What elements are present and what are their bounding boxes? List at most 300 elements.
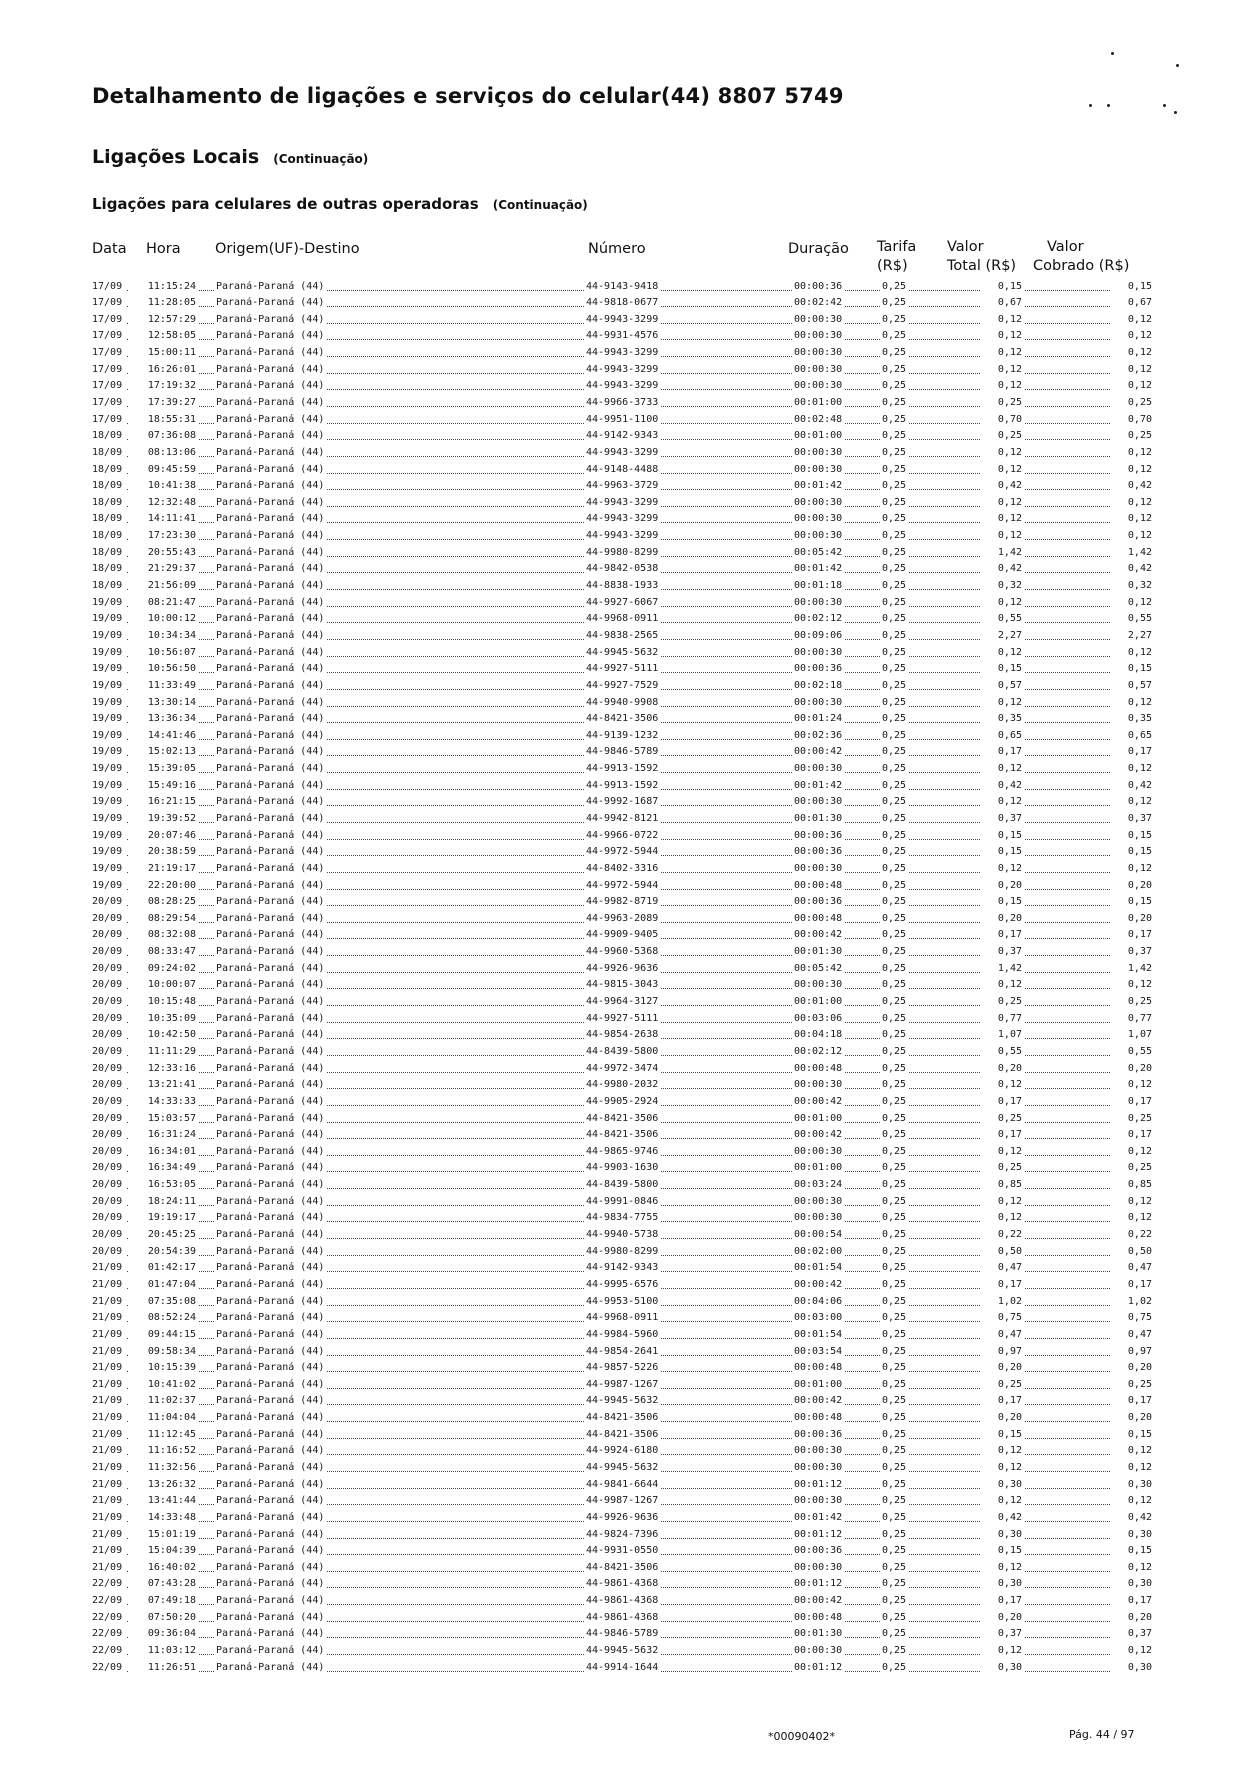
record-origin: Paraná-Paraná (44) bbox=[214, 678, 326, 695]
record-time: 08:52:24 bbox=[128, 1310, 198, 1327]
record-duration: 00:01:54 bbox=[792, 1260, 844, 1277]
record-date: 20/09 bbox=[92, 911, 126, 928]
record-charged: 0,12 bbox=[1110, 977, 1152, 994]
table-row bbox=[0, 844, 1240, 861]
record-tariff: 0,25 bbox=[880, 778, 908, 795]
record-charged: 0,15 bbox=[1110, 844, 1152, 861]
record-total: 0,12 bbox=[980, 1077, 1024, 1094]
record-total: 0,25 bbox=[980, 395, 1024, 412]
record-time: 08:21:47 bbox=[128, 595, 198, 612]
record-number: 44-9980-2032 bbox=[584, 1077, 660, 1094]
record-tariff: 0,25 bbox=[880, 1460, 908, 1477]
record-origin: Paraná-Paraná (44) bbox=[214, 1194, 326, 1211]
table-row bbox=[0, 811, 1240, 828]
record-charged: 0,75 bbox=[1110, 1310, 1152, 1327]
record-origin: Paraná-Paraná (44) bbox=[214, 611, 326, 628]
record-total: 0,12 bbox=[980, 1460, 1024, 1477]
record-origin: Paraná-Paraná (44) bbox=[214, 1044, 326, 1061]
record-number: 44-9984-5960 bbox=[584, 1327, 660, 1344]
record-duration: 00:00:30 bbox=[792, 462, 844, 479]
record-duration: 00:00:48 bbox=[792, 1360, 844, 1377]
record-charged: 0,12 bbox=[1110, 312, 1152, 329]
record-number: 44-9991-0846 bbox=[584, 1194, 660, 1211]
record-charged: 0,47 bbox=[1110, 1327, 1152, 1344]
record-total: 0,25 bbox=[980, 1377, 1024, 1394]
table-row bbox=[0, 1244, 1240, 1261]
record-number: 44-9927-5111 bbox=[584, 1011, 660, 1028]
table-row bbox=[0, 578, 1240, 595]
record-date: 21/09 bbox=[92, 1477, 126, 1494]
record-date: 20/09 bbox=[92, 1027, 126, 1044]
record-time: 01:42:17 bbox=[128, 1260, 198, 1277]
table-row bbox=[0, 1360, 1240, 1377]
record-tariff: 0,25 bbox=[880, 645, 908, 662]
record-date: 22/09 bbox=[92, 1660, 126, 1677]
record-number: 44-9980-8299 bbox=[584, 545, 660, 562]
table-row bbox=[0, 362, 1240, 379]
record-date: 22/09 bbox=[92, 1576, 126, 1593]
table-row bbox=[0, 894, 1240, 911]
record-date: 20/09 bbox=[92, 1061, 126, 1078]
record-charged: 0,30 bbox=[1110, 1576, 1152, 1593]
record-origin: Paraná-Paraná (44) bbox=[214, 328, 326, 345]
record-number: 44-9945-5632 bbox=[584, 1460, 660, 1477]
col-hora-header: Hora bbox=[146, 241, 181, 257]
record-duration: 00:00:30 bbox=[792, 645, 844, 662]
record-total: 0,20 bbox=[980, 1610, 1024, 1627]
record-number: 44-9968-0911 bbox=[584, 611, 660, 628]
record-number: 44-9931-4576 bbox=[584, 328, 660, 345]
record-tariff: 0,25 bbox=[880, 894, 908, 911]
record-tariff: 0,25 bbox=[880, 595, 908, 612]
record-tariff: 0,25 bbox=[880, 378, 908, 395]
record-date: 18/09 bbox=[92, 495, 126, 512]
table-row bbox=[0, 1344, 1240, 1361]
record-origin: Paraná-Paraná (44) bbox=[214, 628, 326, 645]
record-total: 0,17 bbox=[980, 927, 1024, 944]
record-duration: 00:00:30 bbox=[792, 312, 844, 329]
record-duration: 00:00:36 bbox=[792, 844, 844, 861]
table-row bbox=[0, 911, 1240, 928]
record-origin: Paraná-Paraná (44) bbox=[214, 495, 326, 512]
record-time: 11:11:29 bbox=[128, 1044, 198, 1061]
record-duration: 00:01:30 bbox=[792, 1626, 844, 1643]
record-charged: 0,17 bbox=[1110, 1277, 1152, 1294]
record-date: 19/09 bbox=[92, 728, 126, 745]
table-row bbox=[0, 1493, 1240, 1510]
record-time: 11:02:37 bbox=[128, 1393, 198, 1410]
record-total: 0,12 bbox=[980, 462, 1024, 479]
record-origin: Paraná-Paraná (44) bbox=[214, 878, 326, 895]
record-number: 44-9940-9908 bbox=[584, 695, 660, 712]
record-total: 0,20 bbox=[980, 1061, 1024, 1078]
record-origin: Paraná-Paraná (44) bbox=[214, 1410, 326, 1427]
record-origin: Paraná-Paraná (44) bbox=[214, 1277, 326, 1294]
record-total: 0,12 bbox=[980, 495, 1024, 512]
record-total: 0,85 bbox=[980, 1177, 1024, 1194]
record-tariff: 0,25 bbox=[880, 1061, 908, 1078]
record-number: 44-9942-8121 bbox=[584, 811, 660, 828]
record-origin: Paraná-Paraná (44) bbox=[214, 312, 326, 329]
record-charged: 0,42 bbox=[1110, 478, 1152, 495]
record-total: 0,67 bbox=[980, 295, 1024, 312]
record-number: 44-8421-3506 bbox=[584, 1427, 660, 1444]
record-duration: 00:00:30 bbox=[792, 1443, 844, 1460]
record-date: 20/09 bbox=[92, 1227, 126, 1244]
record-origin: Paraná-Paraná (44) bbox=[214, 1244, 326, 1261]
record-total: 0,35 bbox=[980, 711, 1024, 728]
record-tariff: 0,25 bbox=[880, 811, 908, 828]
record-tariff: 0,25 bbox=[880, 1144, 908, 1161]
record-tariff: 0,25 bbox=[880, 661, 908, 678]
record-date: 19/09 bbox=[92, 711, 126, 728]
record-time: 16:40:02 bbox=[128, 1560, 198, 1577]
record-date: 20/09 bbox=[92, 977, 126, 994]
record-origin: Paraná-Paraná (44) bbox=[214, 395, 326, 412]
record-number: 44-9972-5944 bbox=[584, 844, 660, 861]
table-row bbox=[0, 695, 1240, 712]
record-duration: 00:00:48 bbox=[792, 1061, 844, 1078]
record-date: 21/09 bbox=[92, 1327, 126, 1344]
record-number: 44-8421-3506 bbox=[584, 1410, 660, 1427]
table-row bbox=[0, 462, 1240, 479]
record-time: 20:45:25 bbox=[128, 1227, 198, 1244]
record-origin: Paraná-Paraná (44) bbox=[214, 462, 326, 479]
record-charged: 0,12 bbox=[1110, 445, 1152, 462]
record-tariff: 0,25 bbox=[880, 511, 908, 528]
record-number: 44-9963-3729 bbox=[584, 478, 660, 495]
record-time: 18:24:11 bbox=[128, 1194, 198, 1211]
record-time: 14:11:41 bbox=[128, 511, 198, 528]
record-total: 0,15 bbox=[980, 1543, 1024, 1560]
record-charged: 1,42 bbox=[1110, 961, 1152, 978]
record-total: 0,20 bbox=[980, 911, 1024, 928]
record-charged: 0,50 bbox=[1110, 1244, 1152, 1261]
record-tariff: 0,25 bbox=[880, 1294, 908, 1311]
record-date: 17/09 bbox=[92, 362, 126, 379]
record-number: 44-9943-3299 bbox=[584, 362, 660, 379]
table-row bbox=[0, 445, 1240, 462]
table-row bbox=[0, 1560, 1240, 1577]
record-total: 0,17 bbox=[980, 1277, 1024, 1294]
table-row bbox=[0, 878, 1240, 895]
record-number: 44-9834-7755 bbox=[584, 1210, 660, 1227]
record-total: 0,50 bbox=[980, 1244, 1024, 1261]
table-row bbox=[0, 1260, 1240, 1277]
record-time: 10:34:34 bbox=[128, 628, 198, 645]
table-row bbox=[0, 1310, 1240, 1327]
record-origin: Paraná-Paraná (44) bbox=[214, 695, 326, 712]
record-origin: Paraná-Paraná (44) bbox=[214, 661, 326, 678]
record-number: 44-8421-3506 bbox=[584, 1127, 660, 1144]
record-total: 0,15 bbox=[980, 894, 1024, 911]
record-charged: 0,17 bbox=[1110, 1393, 1152, 1410]
record-duration: 00:03:24 bbox=[792, 1177, 844, 1194]
record-number: 44-9940-5738 bbox=[584, 1227, 660, 1244]
record-total: 0,12 bbox=[980, 977, 1024, 994]
record-tariff: 0,25 bbox=[880, 1094, 908, 1111]
record-tariff: 0,25 bbox=[880, 428, 908, 445]
record-time: 13:26:32 bbox=[128, 1477, 198, 1494]
record-total: 0,77 bbox=[980, 1011, 1024, 1028]
record-total: 0,15 bbox=[980, 279, 1024, 296]
record-total: 0,12 bbox=[980, 861, 1024, 878]
record-time: 12:58:05 bbox=[128, 328, 198, 345]
record-tariff: 0,25 bbox=[880, 445, 908, 462]
record-number: 44-8838-1933 bbox=[584, 578, 660, 595]
record-duration: 00:05:42 bbox=[792, 961, 844, 978]
record-charged: 0,42 bbox=[1110, 778, 1152, 795]
record-date: 21/09 bbox=[92, 1277, 126, 1294]
col-origem-header: Origem(UF)-Destino bbox=[215, 241, 360, 257]
record-origin: Paraná-Paraná (44) bbox=[214, 1360, 326, 1377]
record-origin: Paraná-Paraná (44) bbox=[214, 1593, 326, 1610]
table-row bbox=[0, 1327, 1240, 1344]
record-tariff: 0,25 bbox=[880, 1393, 908, 1410]
record-tariff: 0,25 bbox=[880, 328, 908, 345]
record-time: 15:02:13 bbox=[128, 744, 198, 761]
record-tariff: 0,25 bbox=[880, 1310, 908, 1327]
record-total: 0,42 bbox=[980, 561, 1024, 578]
record-number: 44-8402-3316 bbox=[584, 861, 660, 878]
record-date: 20/09 bbox=[92, 1011, 126, 1028]
call-records-table bbox=[0, 279, 1240, 1677]
record-charged: 0,12 bbox=[1110, 462, 1152, 479]
record-duration: 00:05:42 bbox=[792, 545, 844, 562]
record-tariff: 0,25 bbox=[880, 728, 908, 745]
table-row bbox=[0, 378, 1240, 395]
record-date: 19/09 bbox=[92, 811, 126, 828]
record-tariff: 0,25 bbox=[880, 944, 908, 961]
record-date: 20/09 bbox=[92, 1144, 126, 1161]
record-duration: 00:01:00 bbox=[792, 994, 844, 1011]
record-time: 15:39:05 bbox=[128, 761, 198, 778]
record-time: 15:49:16 bbox=[128, 778, 198, 795]
record-total: 0,12 bbox=[980, 1493, 1024, 1510]
record-origin: Paraná-Paraná (44) bbox=[214, 428, 326, 445]
record-duration: 00:00:48 bbox=[792, 1610, 844, 1627]
record-tariff: 0,25 bbox=[880, 1427, 908, 1444]
record-origin: Paraná-Paraná (44) bbox=[214, 961, 326, 978]
record-time: 16:31:24 bbox=[128, 1127, 198, 1144]
record-duration: 00:01:12 bbox=[792, 1527, 844, 1544]
record-time: 20:07:46 bbox=[128, 828, 198, 845]
record-date: 19/09 bbox=[92, 844, 126, 861]
record-date: 21/09 bbox=[92, 1360, 126, 1377]
record-total: 0,37 bbox=[980, 944, 1024, 961]
record-total: 0,12 bbox=[980, 378, 1024, 395]
record-origin: Paraná-Paraná (44) bbox=[214, 944, 326, 961]
record-tariff: 0,25 bbox=[880, 345, 908, 362]
record-total: 0,22 bbox=[980, 1227, 1024, 1244]
record-total: 0,55 bbox=[980, 611, 1024, 628]
record-number: 44-9924-6180 bbox=[584, 1443, 660, 1460]
record-date: 20/09 bbox=[92, 944, 126, 961]
record-number: 44-9857-5226 bbox=[584, 1360, 660, 1377]
record-charged: 0,12 bbox=[1110, 1460, 1152, 1477]
record-number: 44-8421-3506 bbox=[584, 711, 660, 728]
record-charged: 1,42 bbox=[1110, 545, 1152, 562]
record-total: 0,47 bbox=[980, 1260, 1024, 1277]
record-tariff: 0,25 bbox=[880, 1277, 908, 1294]
record-date: 21/09 bbox=[92, 1443, 126, 1460]
record-charged: 0,47 bbox=[1110, 1260, 1152, 1277]
record-time: 21:29:37 bbox=[128, 561, 198, 578]
record-tariff: 0,25 bbox=[880, 1044, 908, 1061]
record-date: 18/09 bbox=[92, 511, 126, 528]
record-origin: Paraná-Paraná (44) bbox=[214, 1493, 326, 1510]
record-date: 20/09 bbox=[92, 1077, 126, 1094]
record-total: 0,12 bbox=[980, 595, 1024, 612]
record-duration: 00:01:24 bbox=[792, 711, 844, 728]
record-total: 0,37 bbox=[980, 1626, 1024, 1643]
record-duration: 00:00:42 bbox=[792, 927, 844, 944]
record-charged: 0,12 bbox=[1110, 495, 1152, 512]
table-row bbox=[0, 977, 1240, 994]
record-total: 0,12 bbox=[980, 1144, 1024, 1161]
record-origin: Paraná-Paraná (44) bbox=[214, 645, 326, 662]
section-heading bbox=[92, 146, 368, 168]
record-date: 17/09 bbox=[92, 395, 126, 412]
record-charged: 0,12 bbox=[1110, 362, 1152, 379]
record-time: 08:32:08 bbox=[128, 927, 198, 944]
record-number: 44-9913-1592 bbox=[584, 761, 660, 778]
record-charged: 0,20 bbox=[1110, 878, 1152, 895]
record-date: 20/09 bbox=[92, 927, 126, 944]
record-origin: Paraná-Paraná (44) bbox=[214, 1427, 326, 1444]
record-origin: Paraná-Paraná (44) bbox=[214, 927, 326, 944]
record-tariff: 0,25 bbox=[880, 1576, 908, 1593]
table-row bbox=[0, 295, 1240, 312]
record-time: 16:34:49 bbox=[128, 1160, 198, 1177]
record-duration: 00:00:30 bbox=[792, 1194, 844, 1211]
record-tariff: 0,25 bbox=[880, 927, 908, 944]
record-total: 0,12 bbox=[980, 328, 1024, 345]
record-number: 44-9992-1687 bbox=[584, 794, 660, 811]
table-row bbox=[0, 1094, 1240, 1111]
record-time: 10:41:02 bbox=[128, 1377, 198, 1394]
record-date: 20/09 bbox=[92, 1177, 126, 1194]
table-row bbox=[0, 828, 1240, 845]
record-total: 0,25 bbox=[980, 1160, 1024, 1177]
record-time: 20:54:39 bbox=[128, 1244, 198, 1261]
record-date: 17/09 bbox=[92, 345, 126, 362]
table-row bbox=[0, 595, 1240, 612]
record-charged: 0,25 bbox=[1110, 1160, 1152, 1177]
record-charged: 0,12 bbox=[1110, 794, 1152, 811]
record-origin: Paraná-Paraná (44) bbox=[214, 378, 326, 395]
table-row bbox=[0, 761, 1240, 778]
record-time: 07:35:08 bbox=[128, 1294, 198, 1311]
record-number: 44-9854-2641 bbox=[584, 1344, 660, 1361]
record-tariff: 0,25 bbox=[880, 961, 908, 978]
record-date: 20/09 bbox=[92, 994, 126, 1011]
record-duration: 00:01:00 bbox=[792, 1111, 844, 1128]
record-origin: Paraná-Paraná (44) bbox=[214, 1660, 326, 1677]
record-origin: Paraná-Paraná (44) bbox=[214, 511, 326, 528]
record-number: 44-9854-2638 bbox=[584, 1027, 660, 1044]
record-duration: 00:02:18 bbox=[792, 678, 844, 695]
record-number: 44-9945-5632 bbox=[584, 645, 660, 662]
record-date: 19/09 bbox=[92, 695, 126, 712]
record-date: 19/09 bbox=[92, 878, 126, 895]
record-charged: 0,12 bbox=[1110, 1210, 1152, 1227]
record-charged: 0,12 bbox=[1110, 511, 1152, 528]
record-time: 07:43:28 bbox=[128, 1576, 198, 1593]
record-number: 44-8439-5800 bbox=[584, 1177, 660, 1194]
table-row bbox=[0, 794, 1240, 811]
scan-speck-2 bbox=[1176, 64, 1179, 67]
record-number: 44-9943-3299 bbox=[584, 528, 660, 545]
record-tariff: 0,25 bbox=[880, 1626, 908, 1643]
record-duration: 00:00:30 bbox=[792, 528, 844, 545]
record-charged: 0,12 bbox=[1110, 528, 1152, 545]
scan-speck-1 bbox=[1111, 52, 1114, 55]
table-row bbox=[0, 1610, 1240, 1627]
record-date: 19/09 bbox=[92, 628, 126, 645]
record-time: 19:19:17 bbox=[128, 1210, 198, 1227]
record-tariff: 0,25 bbox=[880, 828, 908, 845]
record-tariff: 0,25 bbox=[880, 977, 908, 994]
record-origin: Paraná-Paraná (44) bbox=[214, 1477, 326, 1494]
table-row bbox=[0, 744, 1240, 761]
table-row bbox=[0, 645, 1240, 662]
record-charged: 0,20 bbox=[1110, 1410, 1152, 1427]
record-duration: 00:00:30 bbox=[792, 1493, 844, 1510]
record-tariff: 0,25 bbox=[880, 1477, 908, 1494]
record-number: 44-9926-9636 bbox=[584, 1510, 660, 1527]
table-row bbox=[0, 1044, 1240, 1061]
record-number: 44-9861-4368 bbox=[584, 1576, 660, 1593]
record-time: 15:03:57 bbox=[128, 1111, 198, 1128]
record-tariff: 0,25 bbox=[880, 1111, 908, 1128]
record-charged: 0,15 bbox=[1110, 1543, 1152, 1560]
record-duration: 00:00:42 bbox=[792, 1277, 844, 1294]
table-row bbox=[0, 279, 1240, 296]
record-origin: Paraná-Paraná (44) bbox=[214, 1560, 326, 1577]
record-number: 44-9142-9343 bbox=[584, 1260, 660, 1277]
record-charged: 0,12 bbox=[1110, 1643, 1152, 1660]
record-duration: 00:00:36 bbox=[792, 1427, 844, 1444]
record-date: 22/09 bbox=[92, 1643, 126, 1660]
record-tariff: 0,25 bbox=[880, 295, 908, 312]
record-duration: 00:09:06 bbox=[792, 628, 844, 645]
record-tariff: 0,25 bbox=[880, 844, 908, 861]
record-duration: 00:00:30 bbox=[792, 977, 844, 994]
record-duration: 00:00:30 bbox=[792, 794, 844, 811]
record-time: 19:39:52 bbox=[128, 811, 198, 828]
record-duration: 00:00:36 bbox=[792, 1543, 844, 1560]
record-duration: 00:00:30 bbox=[792, 1460, 844, 1477]
table-header bbox=[0, 238, 1240, 278]
record-charged: 0,85 bbox=[1110, 1177, 1152, 1194]
record-duration: 00:00:42 bbox=[792, 1094, 844, 1111]
table-row bbox=[0, 1443, 1240, 1460]
record-number: 44-9968-0911 bbox=[584, 1310, 660, 1327]
record-time: 10:35:09 bbox=[128, 1011, 198, 1028]
scan-speck-6 bbox=[1174, 111, 1177, 114]
record-total: 0,12 bbox=[980, 1560, 1024, 1577]
record-date: 22/09 bbox=[92, 1610, 126, 1627]
record-date: 17/09 bbox=[92, 412, 126, 429]
record-charged: 0,22 bbox=[1110, 1227, 1152, 1244]
record-duration: 00:00:36 bbox=[792, 661, 844, 678]
record-date: 20/09 bbox=[92, 894, 126, 911]
record-origin: Paraná-Paraná (44) bbox=[214, 1327, 326, 1344]
table-row bbox=[0, 1144, 1240, 1161]
record-origin: Paraná-Paraná (44) bbox=[214, 994, 326, 1011]
record-number: 44-9913-1592 bbox=[584, 778, 660, 795]
